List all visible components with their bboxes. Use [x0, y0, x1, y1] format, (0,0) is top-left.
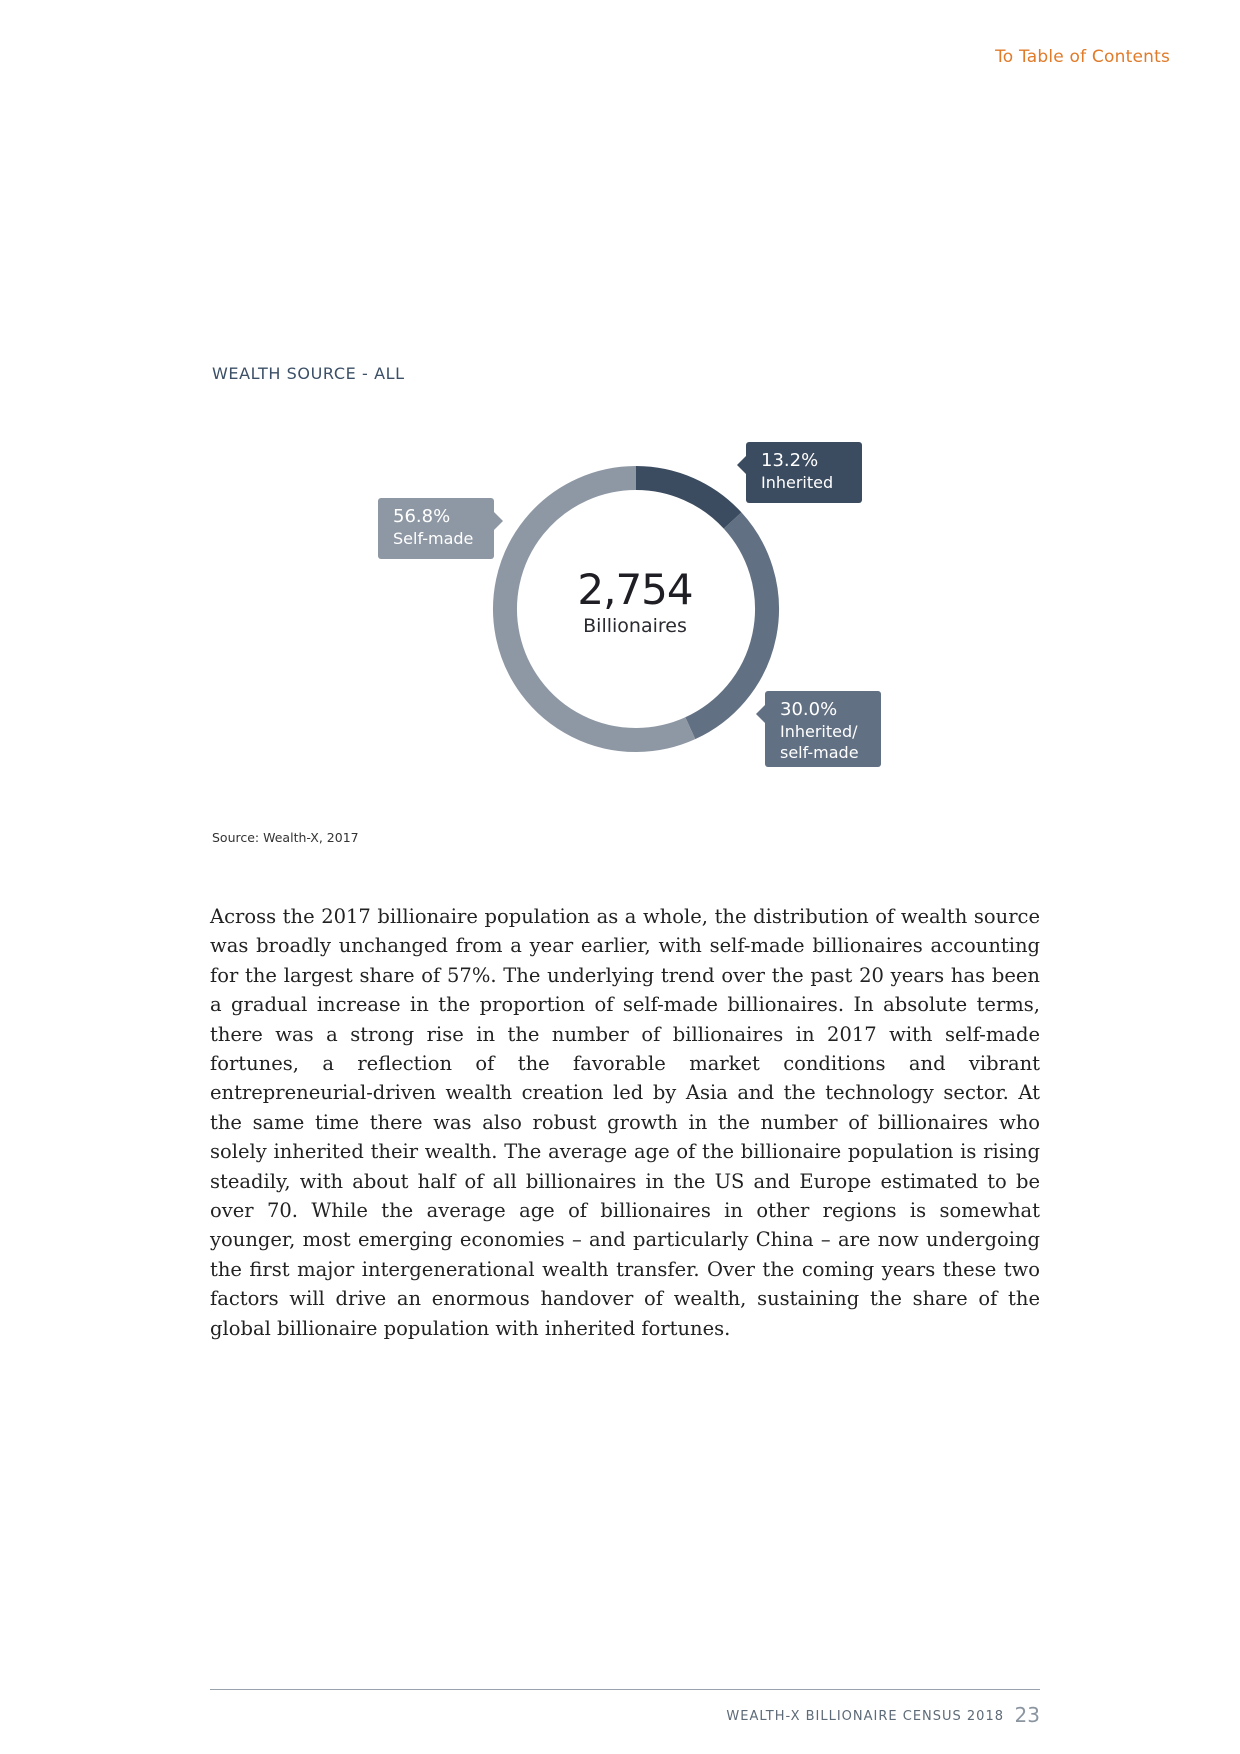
callout-inherited-label: Inherited — [761, 473, 834, 492]
callout-self-made — [378, 498, 494, 559]
footer-publication-title: WEALTH-X BILLIONAIRE CENSUS 2018 — [726, 1709, 1004, 1724]
center-label: Billionaires — [583, 615, 687, 637]
chart-title: WEALTH SOURCE - ALL — [212, 364, 405, 383]
donut-slice-inherited — [636, 478, 733, 521]
chart-source: Source: Wealth-X, 2017 — [212, 830, 359, 845]
table-of-contents-link[interactable]: To Table of Contents — [995, 47, 1170, 67]
callout-mixed-percent: 30.0% — [780, 699, 838, 720]
page-number: 23 — [1014, 1703, 1040, 1727]
callout-inherited-percent: 13.2% — [761, 450, 819, 471]
center-value: 2,754 — [577, 565, 693, 614]
callout-mixed-label-line1: Inherited/ — [780, 722, 858, 741]
callout-self-made-percent: 56.8% — [393, 506, 451, 527]
callout-inherited — [746, 442, 862, 503]
callout-self-made-label: Self-made — [393, 529, 474, 548]
callout-inherited-self-made — [765, 691, 881, 767]
callout-mixed-label-line2: self-made — [780, 743, 859, 762]
body-paragraph: Across the 2017 billionaire population as a whole, the distribution of wealth source was broadly unchanged from a year earlier, with self-made billionaires accounting for the largest share of 57%. The underlying trend over the past 20 years has been a gradual increase in the proportion of self-made billionaires. In absolute terms, there was a strong rise in the number of billionaires in 2017 with self-made fortunes, a reflection of the favorable market conditions and vibrant entrepreneurial-driven wealth creation led by Asia and the technology sector. At the same time there was also robust growth in the number of billionaires who solely inherited their wealth. The average age of the billionaire population is rising steadily, with about half of all billionaires in the US and Europe estimated to be over 70. While the average age of billionaires in other regions is somewhat younger, most emerging economies – and particularly China – are now undergoing the first major intergenerational wealth transfer. Over the coming years these two factors will drive an enormous handover of wealth, sustaining the share of the global billionaire population with inherited fortunes. — [210, 905, 1040, 1340]
footer-divider — [210, 1689, 1040, 1690]
